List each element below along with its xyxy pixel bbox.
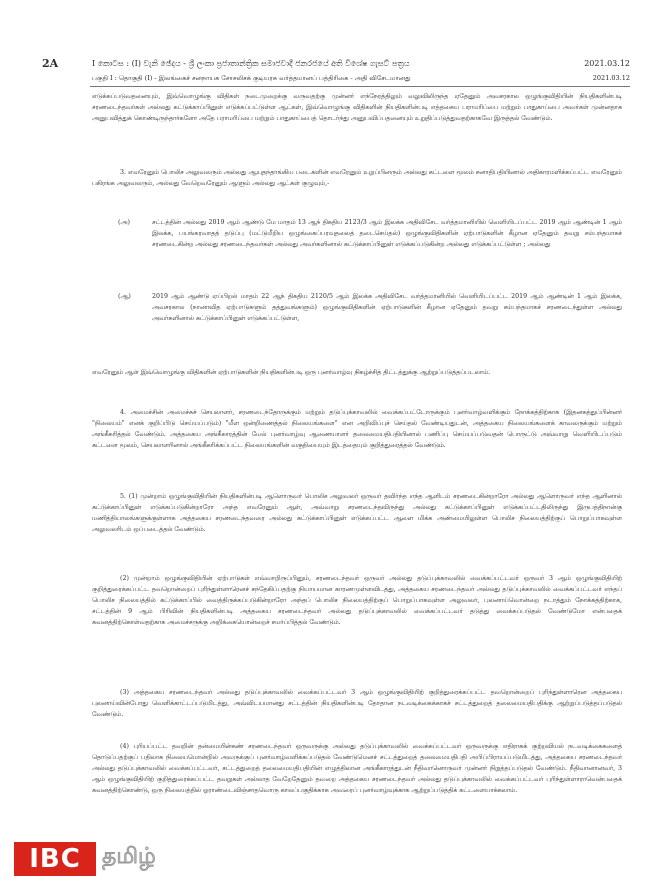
paragraph-5-2: (2) முன்றாம் ஒழுங்குவிதியின் ஏற்பாடுகள் எவ்வாறிருப்பினும், சரணடைந்தவர் ஒருவர் அல்லது தடுப்புக்காவலில் வைக்கப்பட்டவர் ஒருவர் 3 ஆம் ஒழுங்குவிதியிற் குறித்துரைக்கப்பட்ட தவறொன்றைப் புரிந்துள்ளாரெனச் சந்தேகிப்பதற்கு நியாயமான காரணமுள்ளவிடத்து, அத்தகைய சரணடைந்தவர் அல்லது தடுப்புக்காவலில் வைக்கப்பட்டவர் எந்தப் பொலிச நிலையத்தில் கட்டுக்காப்பில் வைத்திருக்கப்படுகின்றாரோ அந்தப் பொலிச நிலையத்திற்குப் பொறுப்பாகவுள்ள அலுவலர், புலனாய்வொன்றை நடாத்தும் நோக்கத்திற்காக, சட்டத்தின் 9 ஆம் பிரிவின் நியதிகளின்படி அத்தகைய சரணடைந்தவர் அல்லது தடுப்புக்காவலில் வைக்கப்பட்டவர் தடுத்து வைக்கப்படுதல் வேண்டுமோ என்பதைக் கவனத்திற்கொள்வதற்காக அமைச்சருக்கு அறிக்கையொன்றைச் சமர்ப்பித்தல் வேண்டும். [92, 575, 622, 626]
clause-3b-label: (ஆ) [118, 293, 131, 300]
paragraph-5-3: (3) அத்தகைய சரணடைந்தவர் அல்லது தடுப்புக்காவலில் வைக்கப்பட்டவர் 3 ஆம் ஒழுங்குவிதியிற் குறித்துரைக்கப்பட்ட தவறொன்றைப் புரிந்துள்ளாரென அத்தகைய புலனாய்வின்போது வெளிக்காட்டப்படுமிடத்து, அவ்விடயமானது சட்டத்தின் நியதிகளின்படி தோதான நடவடிக்கைக்காகச் சட்டத்துறைத் தலைமையதிபதிக்கு ஆற்றுப்படுத்தப்படுதல் வேண்டும். [92, 689, 622, 718]
header-title-tamil: பகுதி I : தொகுதி (I) - இலங்கைச் சனநாயக சோசலிசக் குடியரசு வர்த்தமானப் பத்திரிகை - அதி விசேடமானது [92, 74, 411, 82]
paragraph-3-tail: எவரேனும் ஆள் இவ்வொழுங்கு விதிகளின் ஏற்பாடுகளின் நியதிகளின்படி ஒரு புனர்வாழ்வு நிகழ்ச்சித் திட்டத்துக்கு ஆற்றுப்படுத்தப்படலாம். [92, 369, 491, 376]
clause-3a [118, 218, 622, 251]
clause-3b [118, 292, 622, 325]
ibc-logo-text: IBC [29, 844, 81, 874]
clause-3a-text: சட்டத்தின் அல்லது 2019 ஆம் ஆண்டு மே மாதம் 13 ஆந் திகதிய 2123/3 ஆம் இலக்க அதிவிசேட வர்த்தமானியில் வெளியிடப்பட்ட 2019 ஆம் ஆண்டின் 1 ஆம் இலக்க, பயங்கரவாதத் தடுப்பு (மட்டுமீறிய ஒழுங்கைப்பரவுதலைத் தடைசெய்தல்) ஒழுங்குவிதிகளின் ஏற்பாடுகளின் கீழான ஏதேனும் தவறு சம்பந்தமாகச் சரணடைகின்ற அல்லது சரணடைந்தவர்கள் அல்லது அவர்களினால் கட்டுக்காப்பினுள் எடுக்கப்படுகின்ற அல்லது எடுக்கப்பட்டுள்ள ; அல்லது [152, 219, 622, 248]
brand-language: தமிழ் [102, 844, 156, 869]
gazette-subheader [92, 74, 630, 83]
header-date-tamil: 2021.03.12 [592, 74, 630, 82]
paragraph-5-1: 5. (1) முன்றாம் ஒழுங்குவிதியின் நியதிகளின்படி ஆளொருவர் பொலிச அலுவலர் ஒருவர் தவிர்ந்த எந்த ஆளிடம் சரணடைகின்றாரோ அல்லது ஆளொருவர் எந்த ஆளினால் கட்டுக்காப்பினுள் எடுக்கப்படுகின்றாரோ அந்த எவரேனும் ஆள், அவ்வாறு சரணடைந்தவிருந்து அல்லது கட்டுக்காப்பினுள் எடுக்கப்பட்டதிலிருந்து இருபத்திநான்கு மணித்தியாலங்களுக்குள்ளாக அத்தகைய சரணடைந்தவரை அல்லது கட்டுக்காப்பினுள் எடுக்கப்பட்ட ஆளை மிக்க அண்மையிலுள்ள பொலிச நிலையத்திற்குப் பொறுப்பாகவுள்ள அலுவலரிடம் ஒப்படைத்தல் வேண்டும். [92, 493, 622, 533]
header-date-sinhala: 2021.03.12 [584, 59, 630, 68]
gazette-header [42, 58, 630, 72]
paragraph-3: 3. எவரேனும் பொலிச அலுவலரும் அல்லது ஆயுதந்தாங்கிய படைகளின் எவரேனும் உறுப்பினரும் அல்லது கட்டளை மூலம் சனாதிபதியினால் அதிகாரமளிக்கப்பட்ட எவரேனும் பகிரங்க அலுவலரும், அல்லது வேறெவரேனும் ஆளும் அல்லது ஆட்கள் குழுவும்,- [92, 169, 622, 187]
paragraph-4: 4. அமைச்சின் அமைச்சுச் செயலாளர், சரணடைந்தோருக்கும் மற்றும் தடுப்புக்காவலில் வைக்கப்பட்டோருக்கும் புனர்வாழ்வளிக்கும் நோக்கத்திற்காக (இதனகத்துப்பின்னர் "நிலையம்" எனக் குறிப்பிடு செய்யப்படும்) "மீள ஒன்றிணைத்தல் நிலையங்களை" என அறிவிப்புச் செய்தல் வேண்டியதுடன், அத்தகைய நிலையங்களைக் காவலருக்கும் மற்றும் அங்கீகரித்தல் வேண்டும். அத்தகைய அங்கீகாரத்தின் மேல் புனர்வாழ்வு ஆணையாளர் தலைமையதிபதியினால் பணிப்பு செய்யப்படுவதன் பொருட்டு அவ்வாறு வெளியிடப்படும் கட்டளை மூலம், செயலாளரினால் அங்கீகரிக்கப்பட்ட நிலையங்களின் வகுதியையும் இடத்தையும் குறித்துரைத்தல் வேண்டும். [92, 409, 622, 449]
clause-3a-label: (அ) [118, 219, 130, 226]
paragraph-5-4: (4) புரியப்பட்ட தவறின் தன்மையின்கண் சரணடைந்தவர் ஒருவருக்கு அல்லது தடுப்புக்காவலில் வைக்கப்பட்டவர் ஒருவருக்கு எதிராகக் குற்றவியல் நடவடிக்கைகளைத் தொடுப்பதற்குப் பதிலாக நிலையமொன்றில் அவருக்குப் புனர்வாழ்வளிக்கப்படுதல் வேண்டுமெனச் சட்டத்துறைத் தலைமையதிபதி அபிப்பிராயப்படுமிடத்து, அத்தகைய சரணடைந்தவர் அல்லது தடுப்புக்காவலில் வைக்கப்பட்டவர், சட்டத்துறைத் தலைமையதிபதியின் எழுத்திலான அங்கீகாரத்துடன் நீதிவானொருவர் முன்னர் நிறுத்தப்படுதல் வேண்டும். நீதிவானானவர், 3 ஆம் ஒழுங்குவிதியிற் குறித்துரைக்கப்பட்ட தவறுகள் அல்லாத வேறேதேனும் தவறை அத்தகைய சரணடைந்தவர் அல்லது தடுப்புக்காவலில் வைக்கப்பட்டவர் புரிந்துள்ளாராவென்பதைக் கவனத்திற்கொண்டு, ஒரு நிலையத்தில் ஓராண்டைவிஞ்சாதவொரு காலப்பகுதிக்காக அவரைப் புனர்வாழ்வுக்காக ஆற்றுப்படுத்திக் கட்டளையாக்கலாம். [92, 743, 622, 794]
ibc-logo [14, 842, 96, 876]
page-number: 2A [42, 58, 59, 70]
header-divider [90, 86, 630, 87]
header-title-sinhala: I කොටස : (I) වැනි ඡේදය - ශ්‍රී ලංකා ප්‍රජාතාන්ත්‍රික සමාජවාදී ජනරජයේ අති විශේෂ ගැසට් පත්‍රය [92, 59, 410, 68]
paragraph-intro: எடுக்கப்படுவதனையும், இவ்வொழுங்கு விதிகள் நடைமுறைக்கு வருவதற்கு முன்னர் எந்நேரத்திலும் வலுவிலிருந்த ஏதேனும் அவசரகால ஒழுங்குவிதியின் நியதிகளின்படி சரணடைந்தவர்கள் அல்லது கட்டுக்காப்பினுள் எடுக்கப்பட்டுள்ள ஆட்கள், இவ்வொழுங்கு விதிகளின் நியதிகளின்படி எத்தகைய பராமரிப்பை மற்றும் பாதுகாப்பை அவர்கள் முன்னதாக அனுபவித்துக் கொண்டிருந்தார்களோ அதே பராமரிப்பை மற்றும் பாதுகாப்பைத் தொடர்ந்து அனுபவிப்பதனையும் உறுதிப்படுத்துவதற்காகவே இருத்தல் வேண்டும். [92, 93, 622, 122]
clause-3b-text: 2019 ஆம் ஆண்டு ஏப்பிறல் மாதம் 22 ஆந் திகதிய 2120/5 ஆம் இலக்க அதிவிசேட வர்த்தமானியில் வெளியிடப்பட்ட 2019 ஆம் ஆண்டின் 1 ஆம் இலக்க, அவசரகால (நானாவித ஏற்பாடுகளும் தத்துவங்களும்) ஒழுங்குவிதிகளின் ஏற்பாடுகளின் கீழான ஏதேனும் தவறு சம்பந்தமாகச் சரணடைந்துள்ள அல்லது அவர்களினால் கட்டுக்காப்பினுள் எடுக்கப்பட்டுள்ள, [152, 293, 622, 322]
